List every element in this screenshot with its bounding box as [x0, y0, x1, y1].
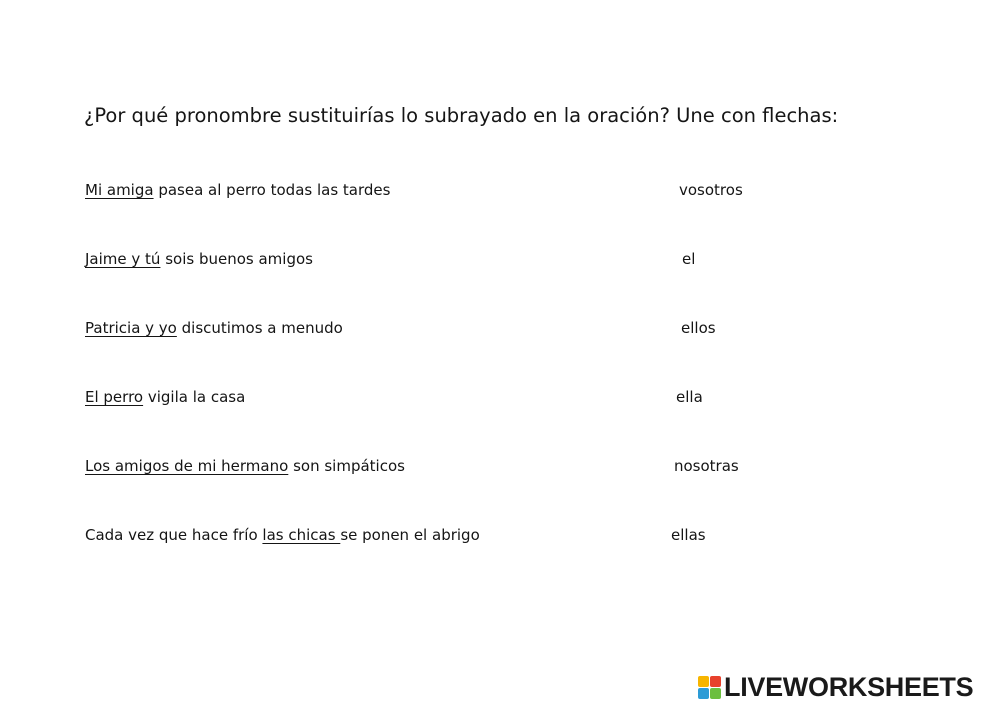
- sentence-after: se ponen el abrigo: [340, 526, 480, 544]
- pronoun-1[interactable]: vosotros: [679, 181, 743, 199]
- pronoun-4[interactable]: ella: [676, 388, 703, 406]
- liveworksheets-logo: [698, 673, 973, 701]
- pronoun-3[interactable]: ellos: [681, 319, 716, 337]
- instruction-title: ¿Por qué pronombre sustituirías lo subrayado en la oración? Une con flechas:: [84, 104, 839, 127]
- pronoun-2[interactable]: el: [682, 250, 696, 268]
- sentence-6: [85, 526, 480, 544]
- sentence-after: sois buenos amigos: [160, 250, 313, 268]
- sentence-after: son simpáticos: [288, 457, 405, 475]
- sentence-5: [85, 457, 405, 475]
- sentence-1: [85, 181, 390, 199]
- liveworksheets-logo-icon: [698, 676, 721, 699]
- sentence-4: [85, 388, 245, 406]
- sentence-after: vigila la casa: [143, 388, 246, 406]
- sentence-underlined: las chicas: [262, 526, 341, 544]
- sentence-after: pasea al perro todas las tardes: [153, 181, 391, 199]
- logo-square-green: [710, 688, 721, 699]
- sentence-3: [85, 319, 343, 337]
- sentence-underlined: Los amigos de mi hermano: [85, 457, 289, 475]
- sentence-underlined: Patricia y yo: [85, 319, 177, 337]
- sentence-underlined: El perro: [85, 388, 144, 406]
- pronoun-6[interactable]: ellas: [671, 526, 706, 544]
- sentence-underlined: Jaime y tú: [85, 250, 161, 268]
- logo-square-yellow: [698, 676, 709, 687]
- sentence-after: discutimos a menudo: [176, 319, 343, 337]
- pronoun-5[interactable]: nosotras: [674, 457, 739, 475]
- logo-square-red: [710, 676, 721, 687]
- sentence-underlined: Mi amiga: [85, 181, 154, 199]
- logo-text: LIVEWORKSHEETS: [724, 672, 974, 702]
- logo-square-blue: [698, 688, 709, 699]
- sentence-before: Cada vez que hace frío: [85, 526, 263, 544]
- sentence-2: [85, 250, 313, 268]
